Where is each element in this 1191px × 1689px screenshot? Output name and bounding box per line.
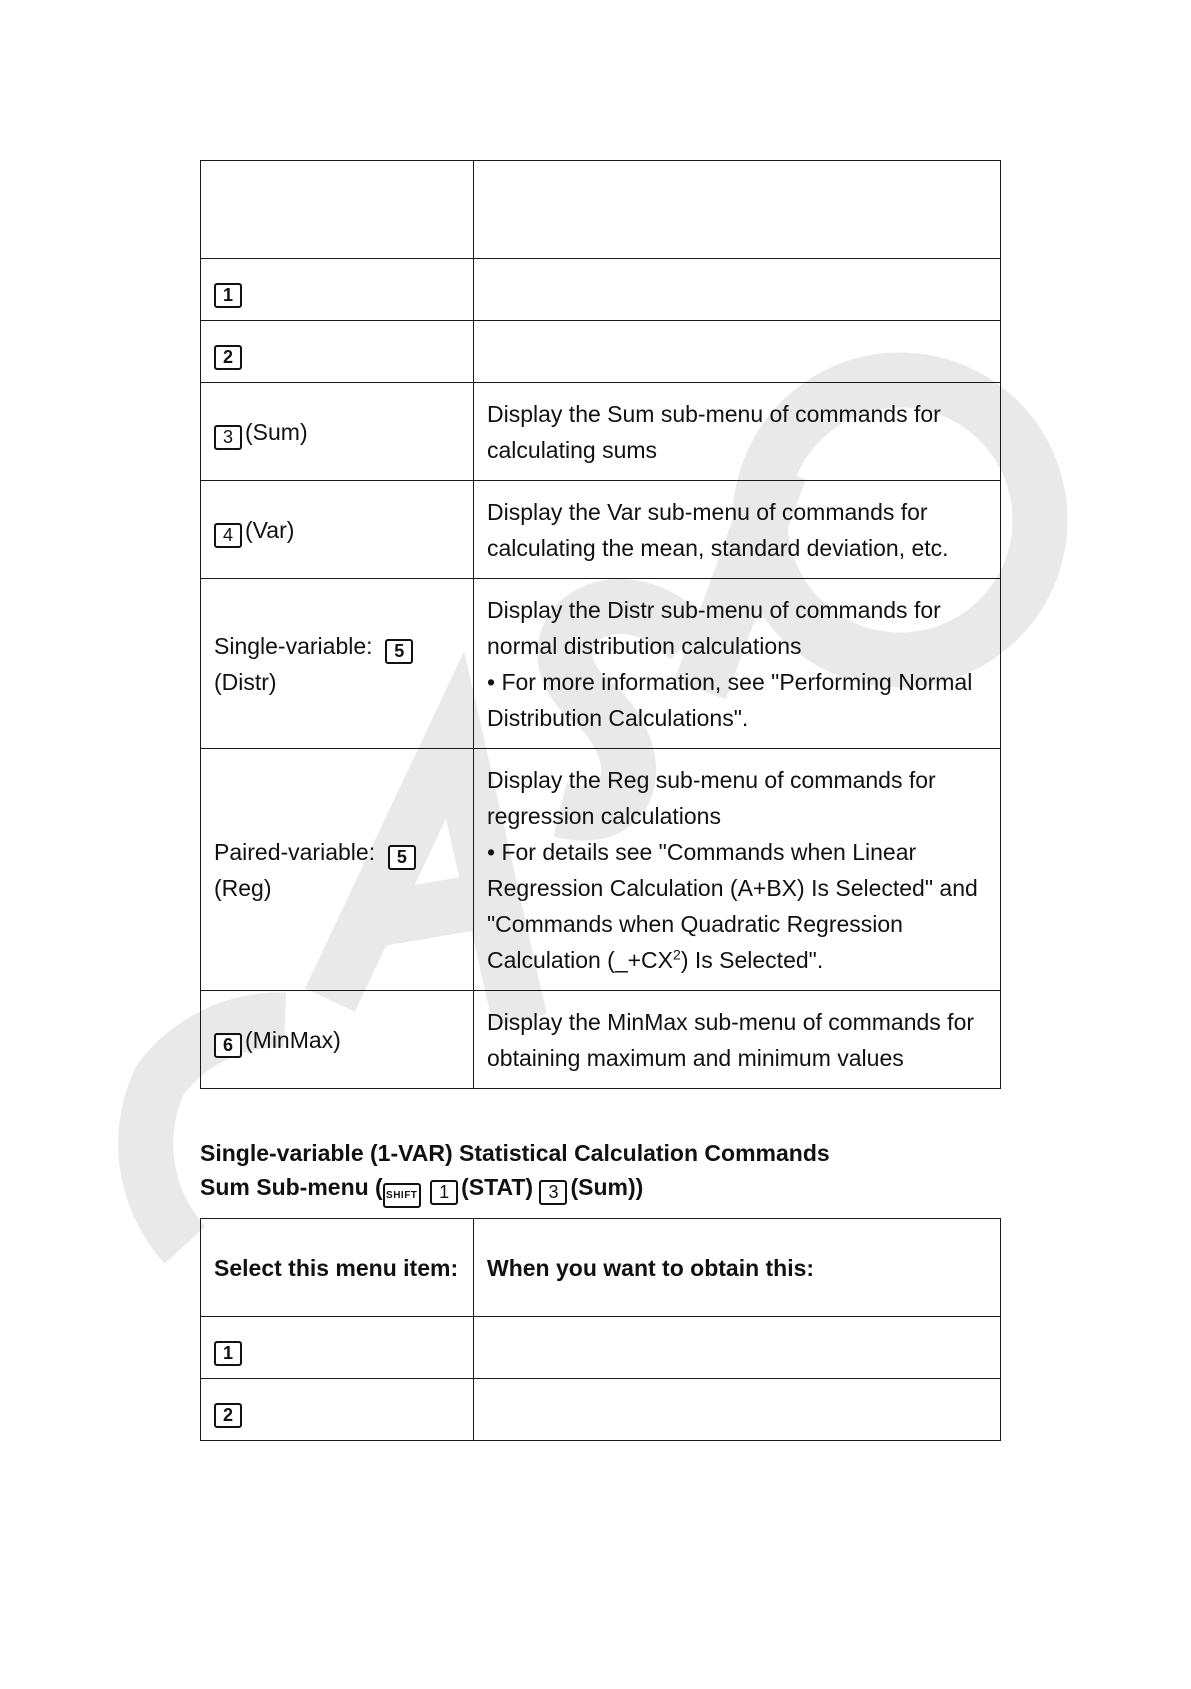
- key-1-icon: 1: [214, 1341, 242, 1366]
- description-cell: [474, 1379, 1001, 1441]
- menu-item-label: (MinMax): [245, 1026, 341, 1053]
- table-row: [201, 1379, 1001, 1441]
- table-row: [201, 481, 1001, 579]
- section-title: Single-variable (1-VAR) Statistical Calculation Commands: [200, 1140, 830, 1166]
- key-1-icon: 1: [214, 283, 242, 308]
- menu-item-label: (Reg): [214, 874, 272, 901]
- menu-item-label: (Sum): [245, 418, 308, 445]
- table-row: [201, 579, 1001, 749]
- menu-item-prefix: Single-variable:: [214, 632, 373, 659]
- table-row: [201, 161, 1001, 259]
- table-row: [201, 1317, 1001, 1379]
- description-note: • For more information, see "Performing Normal Distribution Calculations".: [487, 668, 973, 731]
- description-text: Display the Reg sub-menu of commands for regression calculations: [487, 766, 936, 829]
- key-4-icon: 4: [214, 523, 242, 548]
- description-cell: [474, 1317, 1001, 1379]
- section-subtitle: [200, 1170, 643, 1208]
- menu-item-cell: [201, 1317, 474, 1379]
- superscript: 2: [673, 945, 681, 962]
- description-text: Display the Var sub-menu of commands for calculating the mean, standard deviation, etc.: [487, 498, 949, 561]
- shift-key-icon: SHIFT: [383, 1183, 421, 1208]
- menu-item-cell: [201, 991, 474, 1089]
- key-1-icon: 1: [430, 1180, 458, 1205]
- description-cell: [474, 991, 1001, 1089]
- menu-table: [200, 160, 1001, 1089]
- sum-submenu-table: [200, 1218, 1001, 1441]
- description-text: Display the Distr sub-menu of commands for normal distribution calculations: [487, 596, 941, 659]
- key-5-icon: 5: [385, 639, 413, 664]
- table-row: [201, 749, 1001, 991]
- stat-label: (STAT): [461, 1174, 534, 1200]
- description-note-end: ) Is Selected".: [680, 946, 824, 973]
- description-cell: [474, 481, 1001, 579]
- menu-item-cell: [201, 749, 474, 991]
- description-cell: [474, 161, 1001, 259]
- table-row: [201, 259, 1001, 321]
- menu-item-cell: [201, 161, 474, 259]
- key-2-icon: 2: [214, 1403, 242, 1428]
- menu-item-label: (Distr): [214, 668, 277, 695]
- key-3-icon: 3: [539, 1180, 567, 1205]
- description-cell: [474, 579, 1001, 749]
- header-select-item: Select this menu item:: [201, 1219, 474, 1317]
- key-5-icon: 5: [388, 845, 416, 870]
- description-cell: [474, 321, 1001, 383]
- table-row: [201, 991, 1001, 1089]
- key-6-icon: 6: [214, 1033, 242, 1058]
- menu-item-prefix: Paired-variable:: [214, 838, 376, 865]
- description-cell: [474, 383, 1001, 481]
- header-obtain: When you want to obtain this:: [474, 1219, 1001, 1317]
- description-cell: [474, 749, 1001, 991]
- menu-item-cell: [201, 1379, 474, 1441]
- menu-item-cell: [201, 481, 474, 579]
- table-header-row: [201, 1219, 1001, 1317]
- description-cell: [474, 259, 1001, 321]
- description-note: • For details see "Commands when Linear Regression Calculation (A+BX) Is Selected" and "Commands when Quadratic Regression Calculation (_+CX: [487, 838, 978, 973]
- description-text: Display the MinMax sub-menu of commands for obtaining maximum and minimum values: [487, 1008, 975, 1071]
- key-2-icon: 2: [214, 345, 242, 370]
- table-row: [201, 321, 1001, 383]
- menu-item-cell: [201, 259, 474, 321]
- menu-item-label: (Var): [245, 516, 295, 543]
- table-row: [201, 383, 1001, 481]
- key-3-icon: 3: [214, 425, 242, 450]
- subtitle-prefix: Sum Sub-menu (: [200, 1174, 383, 1200]
- description-text: Display the Sum sub-menu of commands for calculating sums: [487, 400, 941, 463]
- sum-label: (Sum)): [570, 1174, 644, 1200]
- menu-item-cell: [201, 321, 474, 383]
- menu-item-cell: [201, 579, 474, 749]
- menu-item-cell: [201, 383, 474, 481]
